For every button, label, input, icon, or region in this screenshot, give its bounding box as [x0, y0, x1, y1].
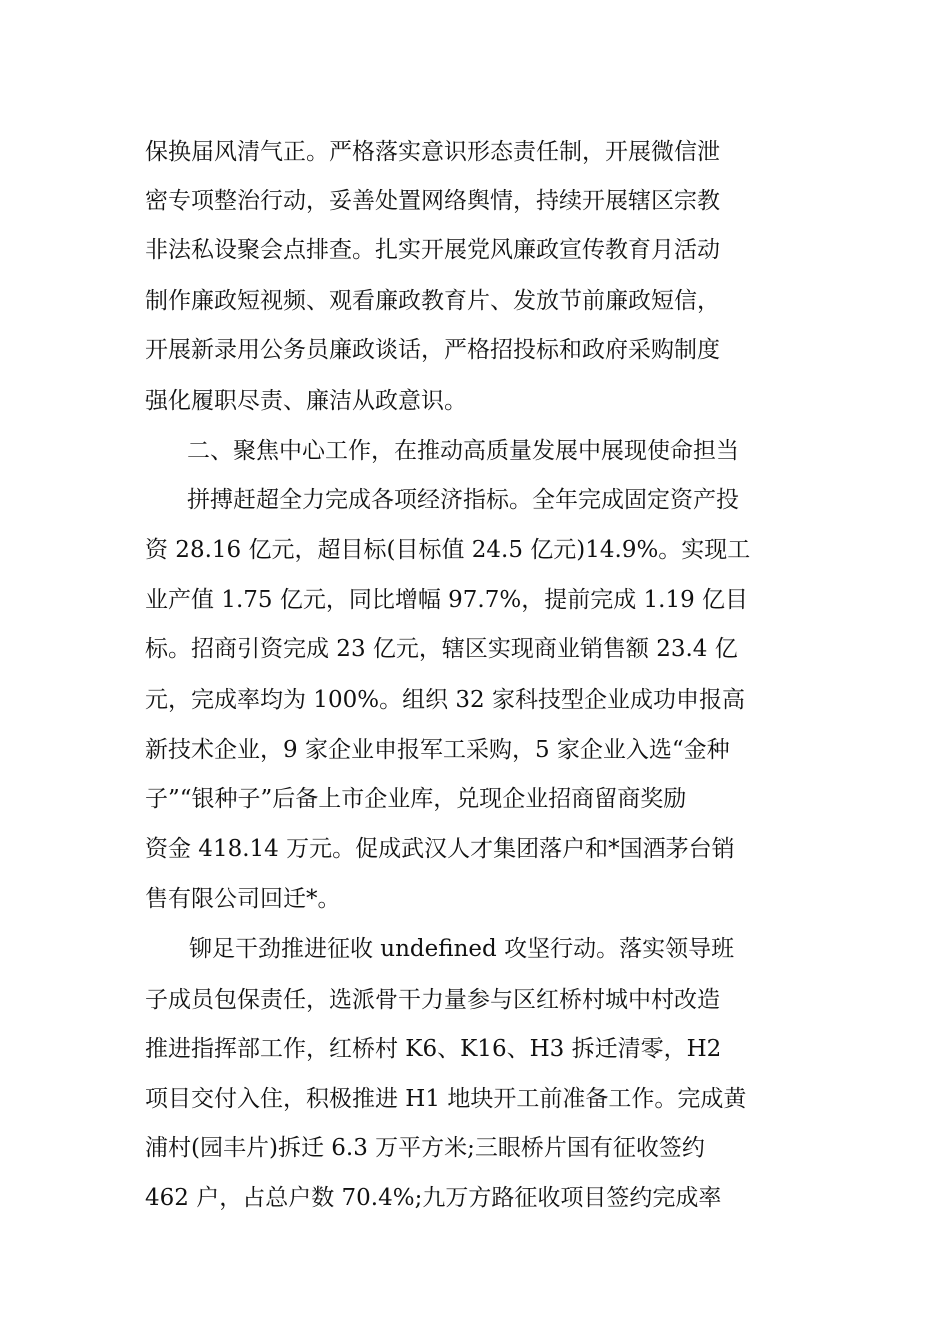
text-line: 密专项整治行动，妥善处置网络舆情，持续开展辖区宗教 — [145, 188, 720, 214]
text-line: 标。招商引资完成 23 亿元，辖区实现商业销售额 23.4 亿 — [145, 636, 738, 662]
text-line: 462 户，占总户数 70.4%;九万方路征收项目签约完成率 — [145, 1185, 722, 1211]
text-line: 子”“银种子”后备上市企业库，兑现企业招商留商奖励 — [145, 786, 687, 812]
text-line: 浦村(园丰片)拆迁 6.3 万平方米;三眼桥片国有征收签约 — [145, 1135, 705, 1161]
text-line: 开展新录用公务员廉政谈话，严格招投标和政府采购制度 — [145, 337, 720, 363]
text-line: 售有限公司回迁*。 — [145, 886, 341, 912]
text-line: 资金 418.14 万元。促成武汉人才集团落户和*国酒茅台销 — [145, 836, 735, 862]
text-line: 拼搏赶超全力完成各项经济指标。全年完成固定资产投 — [187, 487, 739, 513]
text-line: 铆足干劲推进征收 undefined 攻坚行动。落实领导班 — [189, 936, 735, 962]
text-line: 推进指挥部工作，红桥村 K6、K16、H3 拆迁清零，H2 — [145, 1036, 722, 1062]
text-line: 业产值 1.75 亿元，同比增幅 97.7%，提前完成 1.19 亿目 — [145, 587, 749, 613]
section-heading: 二、聚焦中心工作，在推动高质量发展中展现使命担当 — [187, 438, 739, 464]
text-line: 保换届风清气正。严格落实意识形态责任制，开展微信泄 — [145, 139, 720, 165]
text-line: 强化履职尽责、廉洁从政意识。 — [145, 388, 467, 414]
text-line: 制作廉政短视频、观看廉政教育片、发放节前廉政短信， — [145, 288, 720, 314]
text-line: 资 28.16 亿元，超目标(目标值 24.5 亿元)14.9%。实现工 — [145, 537, 751, 563]
text-line: 新技术企业，9 家企业申报军工采购，5 家企业入选“金种 — [145, 737, 730, 763]
text-line: 子成员包保责任，选派骨干力量参与区红桥村城中村改造 — [145, 987, 720, 1013]
text-line: 非法私设聚会点排查。扎实开展党风廉政宣传教育月活动 — [145, 237, 720, 263]
text-line: 项目交付入住，积极推进 H1 地块开工前准备工作。完成黄 — [145, 1086, 747, 1112]
text-line: 元，完成率均为 100%。组织 32 家科技型企业成功申报高 — [145, 687, 745, 713]
